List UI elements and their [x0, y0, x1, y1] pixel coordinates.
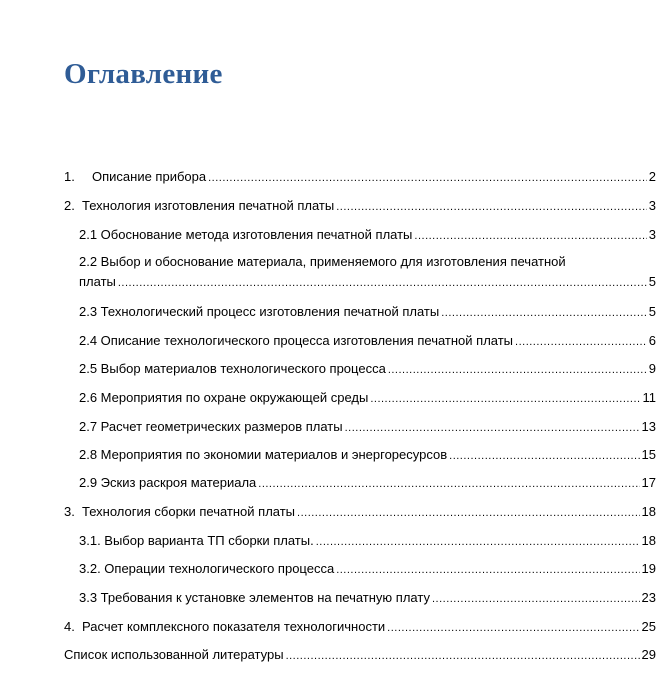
toc-entry-label: 2.8 Мероприятия по экономии материалов и энергоресурсов: [79, 447, 448, 462]
toc-entry-label: 2.6 Мероприятия по охране окружающей среды: [79, 390, 369, 405]
toc-entry-2-7[interactable]: [79, 418, 656, 437]
toc-page-number: 2: [648, 169, 656, 184]
toc-leader-dots: [297, 505, 640, 522]
toc-entry-2-2[interactable]: [79, 253, 656, 292]
toc-entry-number: 2.: [64, 198, 75, 213]
toc-leader-dots: [316, 534, 640, 551]
toc-entry-label: 2.3 Технологический процесс изготовления печатной платы: [79, 304, 440, 319]
toc-page-number: 18: [641, 533, 656, 548]
toc-page-number: 15: [641, 447, 656, 462]
toc-entry-label: 3.2. Операции технологического процесса: [79, 561, 335, 576]
toc-title: Оглавление: [64, 58, 223, 90]
toc-entry-label-line2: платы: [79, 274, 116, 289]
toc-leader-dots: [118, 275, 647, 292]
toc-leader-dots: [515, 334, 647, 351]
toc-entry-number: 4.: [64, 619, 75, 634]
toc-page-number: 17: [641, 475, 656, 490]
toc-entry-4[interactable]: [64, 618, 656, 637]
toc-leader-dots: [345, 420, 640, 437]
toc-entry-3-2[interactable]: [79, 560, 656, 579]
toc-entry-2-8[interactable]: [79, 446, 656, 465]
toc-entry-3-1[interactable]: [79, 532, 656, 551]
toc-entry-2-9[interactable]: [79, 474, 656, 493]
toc-page-number: 5: [648, 274, 656, 289]
toc-entry-2-1[interactable]: [79, 226, 656, 245]
toc-leader-dots: [208, 170, 647, 187]
toc-entry-label: Технология изготовления печатной платы: [82, 198, 335, 213]
toc-page-number: 19: [641, 561, 656, 576]
toc-entry-label: Технология сборки печатной платы: [82, 504, 296, 519]
toc-leader-dots: [370, 391, 640, 408]
toc-entry-label: 2.1 Обоснование метода изготовления печатной платы: [79, 227, 413, 242]
toc-entry-label: 2.4 Описание технологического процесса изготовления печатной платы: [79, 333, 514, 348]
toc-entry-label: Список использованной литературы: [64, 647, 284, 662]
toc-entry-3[interactable]: [64, 503, 656, 522]
toc-entry-3-3[interactable]: [79, 589, 656, 608]
toc-entry-2-3[interactable]: [79, 303, 656, 322]
toc-leader-dots: [449, 448, 639, 465]
toc-page-number: 3: [648, 227, 656, 242]
toc-page-number: 23: [641, 590, 656, 605]
toc-page-number: 6: [648, 333, 656, 348]
toc-entry-number: 1.: [64, 169, 75, 184]
toc-entry-label: Расчет комплексного показателя технологичности: [82, 619, 386, 634]
toc-entry-number: 3.: [64, 504, 75, 519]
toc-leader-dots: [336, 199, 647, 216]
toc-leader-dots: [441, 305, 647, 322]
toc-entry-1[interactable]: [64, 168, 656, 187]
toc-entry-label: 3.1. Выбор варианта ТП сборки платы.: [79, 533, 314, 548]
toc-page-number: 3: [648, 198, 656, 213]
toc-entry-label: 2.7 Расчет геометрических размеров платы: [79, 419, 343, 434]
toc-leader-dots: [286, 648, 640, 665]
toc-page-number: 18: [641, 504, 656, 519]
toc-leader-dots: [432, 591, 640, 608]
toc-entry-2-6[interactable]: [79, 389, 656, 408]
toc-page-number: 29: [641, 647, 656, 662]
toc-page-number: 11: [642, 390, 656, 405]
toc-entry-references[interactable]: [64, 646, 656, 665]
toc-leader-dots: [258, 476, 639, 493]
toc-entry-label: 3.3 Требования к установке элементов на печатную плату: [79, 590, 430, 605]
toc-entry-label: Описание прибора: [92, 169, 207, 184]
toc-leader-dots: [336, 562, 639, 579]
toc-entry-label-line1: 2.2 Выбор и обоснование материала, применяемого для изготовления печатной: [79, 254, 566, 269]
toc-page-number: 13: [641, 419, 656, 434]
toc-entry-2-4[interactable]: [79, 332, 656, 351]
toc-entry-label: 2.5 Выбор материалов технологического процесса: [79, 361, 386, 376]
toc-page-number: 25: [641, 619, 656, 634]
toc-page-number: 9: [648, 361, 656, 376]
toc-leader-dots: [388, 362, 647, 379]
toc-entry-2-5[interactable]: [79, 360, 656, 379]
toc-leader-dots: [387, 620, 639, 637]
toc-page-number: 5: [648, 304, 656, 319]
toc-leader-dots: [414, 228, 646, 245]
toc-entry-2[interactable]: [64, 197, 656, 216]
toc-entry-label: 2.9 Эскиз раскроя материала: [79, 475, 257, 490]
